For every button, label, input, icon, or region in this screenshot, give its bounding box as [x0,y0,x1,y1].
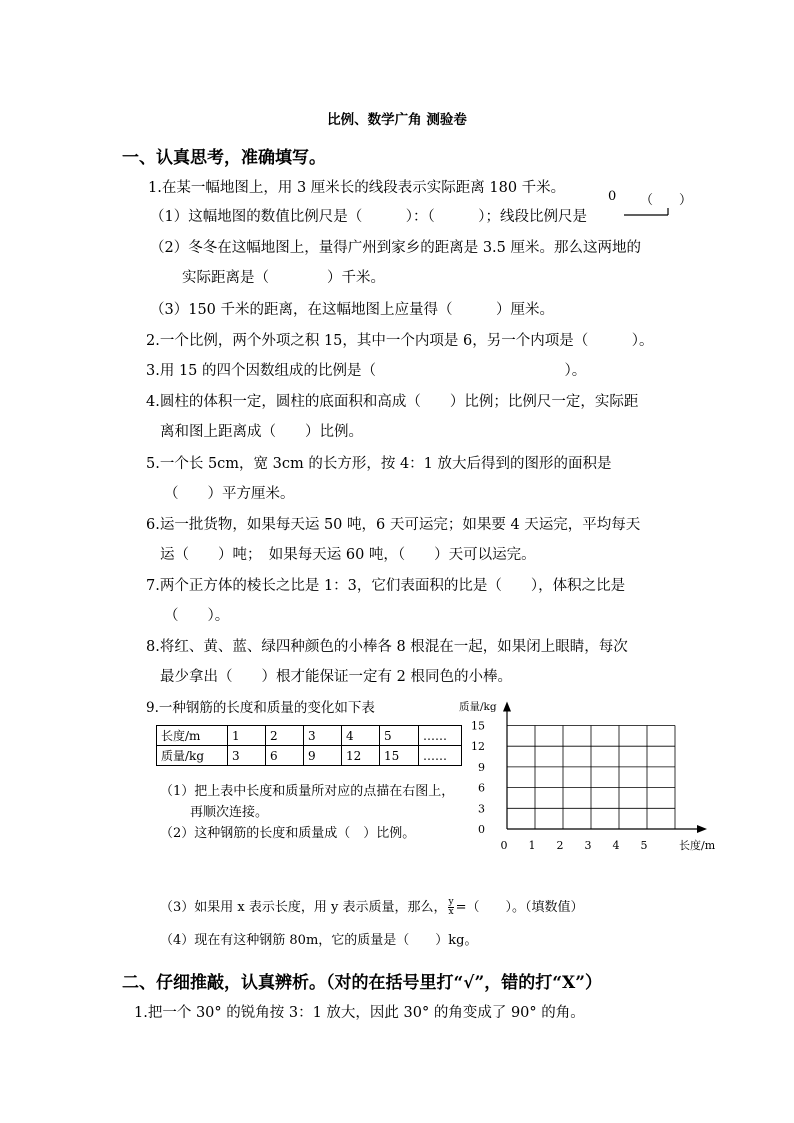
q9-sub3-text: （3）如果用 x 表示长度，用 y 表示质量，那么， [160,900,447,915]
table-cell: 3 [304,726,342,746]
q9-stem: 9.一种钢筋的长度和质量的变化如下表 [146,700,375,716]
table-cell: 长度/m [157,726,228,746]
table-cell: …… [419,726,462,746]
q9-sub1-line1: （1）把上表中长度和质量所对应的点描在右图上， [160,784,455,799]
q1-sub2-line2: 实际距离是（ ）千米。 [182,270,385,286]
q2: 2.一个比例，两个外项之积 15，其中一个内项是 6，另一个内项是（ ）。 [146,333,654,349]
x-tick-label: 2 [556,839,564,852]
q9-data-table [156,725,462,766]
q9-sub1-line2: 再顺次连接。 [190,805,269,820]
y-tick-label: 6 [478,781,485,795]
y-axis-arrow-icon [503,702,511,712]
x-tick-label: 0 [500,839,508,852]
section1-heading: 一、认真思考，准确填写。 [122,148,326,168]
table-cell: 质量/kg [157,746,228,766]
q7-line2: （ ）。 [164,608,230,624]
table-row [157,726,462,746]
y-tick-label: 9 [478,760,485,774]
fraction-numerator: y [448,897,454,907]
page-title: 比例、数学广角 测验卷 [327,112,467,128]
table-cell: 5 [380,726,419,746]
line-scale-bar [622,204,672,218]
table-row [157,746,462,766]
q4-line2: 离和图上距离成（ ）比例。 [160,424,363,440]
table-cell: 2 [266,726,304,746]
q6-line2: 运（ ）吨； 如果每天运 60 吨，（ ）天可以运完。 [160,547,536,563]
y-tick-label: 0 [478,823,485,836]
q5-line1: 5.一个长 5cm，宽 3cm 的长方形，按 4：1 放大后得到的图形的面积是 [146,456,612,472]
y-axis-label: 质量/kg [459,701,497,713]
table-cell: 3 [228,746,266,766]
y-tick-label: 12 [471,740,485,754]
table-cell: 4 [342,726,380,746]
q8-line1: 8.将红、黄、蓝、绿四种颜色的小棒各 8 根混在一起，如果闭上眼睛，每次 [146,639,628,655]
scale-blank: （ ） [640,193,693,208]
q6-line1: 6.运一批货物，如果每天运 50 吨，6 天可运完；如果要 4 天运完，平均每天 [146,517,641,533]
q3: 3.用 15 的四个因数组成的比例是（ ）。 [146,363,587,379]
q9-sub4: （4）现在有这种钢筋 80m，它的质量是（ ）kg。 [160,933,478,948]
scale-zero: 0 [608,189,617,204]
y-tick-label: 3 [478,802,485,816]
y-tick-label: 15 [471,719,485,733]
q1-sub1: （1）这幅地图的数值比例尺是（ ）：（ ）；线段比例尺是 [150,209,587,225]
q7-line1: 7.两个正方体的棱长之比是 1：3，它们表面积的比是（ ），体积之比是 [146,578,626,594]
q8-line2: 最少拿出（ ）根才能保证一定有 2 根同色的小棒。 [160,669,512,685]
section2-heading: 二、仔细推敲，认真辨析。（对的在括号里打“√”，错的打“X”） [122,973,602,993]
q1-sub2-line1: （2）冬冬在这幅地图上，量得广州到家乡的距离是 3.5 厘米。那么这两地的 [150,240,642,256]
q9-sub3-tail: =（ ）。（填数值） [455,900,584,915]
x-tick-label: 1 [528,839,536,852]
x-tick-label: 4 [612,839,620,852]
table-cell: 9 [304,746,342,766]
table-cell: 6 [266,746,304,766]
q9-sub3 [160,896,583,917]
q5-line2: （ ）平方厘米。 [164,486,295,502]
s2-q1: 1.把一个 30° 的锐角按 3：1 放大，因此 30° 的角变成了 90° 的角。 [134,1005,585,1021]
x-axis-arrow-icon [697,825,707,833]
x-tick-label: 3 [584,839,592,852]
table-cell: 12 [342,746,380,766]
table-cell: …… [419,746,462,766]
q9-sub2: （2）这种钢筋的长度和质量成（ ）比例。 [160,826,416,841]
fraction-denominator: x [448,907,454,917]
table-cell: 15 [380,746,419,766]
y-over-x-fraction [448,898,453,917]
mass-length-chart [455,696,725,860]
x-tick-label: 5 [640,839,648,852]
table-cell: 1 [228,726,266,746]
x-axis-label: 长度/m [679,839,716,852]
q4-line1: 4.圆柱的体积一定，圆柱的底面积和高成（ ）比例；比例尺一定，实际距 [146,394,639,410]
q1-sub3: （3）150 千米的距离，在这幅地图上应量得（ ）厘米。 [150,302,555,318]
q1-stem: 1.在某一幅地图上，用 3 厘米长的线段表示实际距离 180 千米。 [148,180,566,196]
